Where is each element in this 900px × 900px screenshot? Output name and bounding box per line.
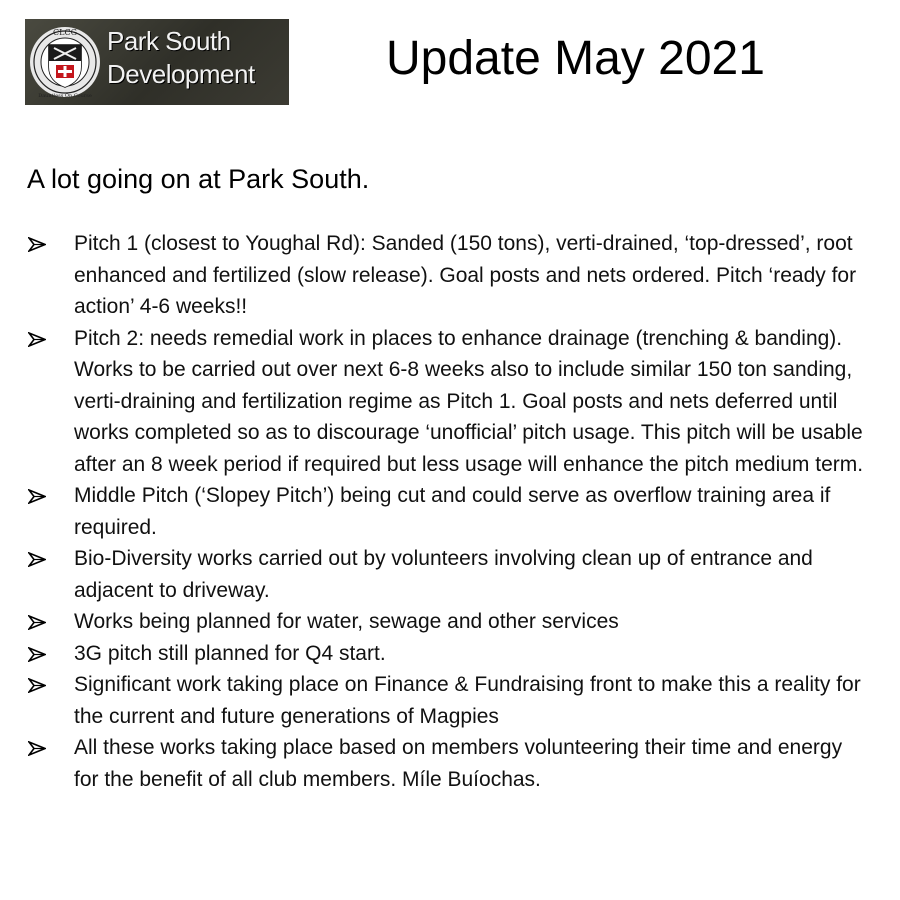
list-item: [28, 228, 868, 323]
list-item-text: Pitch 2: needs remedial work in places to enhance drainage (trenching & banding). Works to be carried out over next 6-8 weeks also to include similar 150 ton sanding, verti-draining and fertilization regime as Pitch 1. Goal posts and nets deferred until works completed so as to discourage ‘unofficial’ pitch usage. This pitch will be usable after an 8 week period if required but less usage will enhance the pitch medium term.: [74, 326, 864, 476]
arrow-bullet-icon: [28, 678, 46, 693]
list-item-text: Significant work taking place on Finance & Fundraising front to make this a reality for the current and future generations of Magpies: [74, 673, 861, 728]
arrow-bullet-icon: [28, 647, 46, 662]
list-item: [28, 323, 868, 481]
arrow-bullet-icon: [28, 237, 46, 252]
logo-line-1: Park South: [107, 26, 231, 56]
list-item-text: Works being planned for water, sewage and other services: [74, 610, 619, 633]
club-crest-icon: [29, 23, 101, 101]
list-item-text: Pitch 1 (closest to Youghal Rd): Sanded (150 tons), verti-drained, ‘top-dressed’, root enhanced and fertilized (slow release). Goal posts and nets ordered. Pitch ‘ready for action’ 4-6 weeks!!: [74, 232, 857, 318]
list-item: [28, 732, 868, 795]
arrow-bullet-icon: [28, 741, 46, 756]
arrow-bullet-icon: [28, 615, 46, 630]
list-item: [28, 606, 868, 638]
list-item-text: Bio-Diversity works carried out by volunteers involving clean up of entrance and adjacent to driveway.: [74, 547, 813, 602]
list-item: [28, 669, 868, 732]
update-list: [28, 228, 868, 795]
logo-line-2: Development: [107, 59, 255, 89]
arrow-bullet-icon: [28, 332, 46, 347]
list-item-text: Middle Pitch (‘Slopey Pitch’) being cut and could serve as overflow training area if required.: [74, 484, 831, 539]
arrow-bullet-icon: [28, 489, 46, 504]
list-item: [28, 543, 868, 606]
arrow-bullet-icon: [28, 552, 46, 567]
intro-text: A lot going on at Park South.: [27, 164, 370, 194]
crest-motto: Dauntless On Course: [38, 93, 92, 99]
page-title: Update May 2021: [386, 32, 765, 85]
club-logo: [25, 19, 289, 105]
list-item: [28, 638, 868, 670]
crest-text: CLCG: [53, 28, 77, 37]
list-item-text: 3G pitch still planned for Q4 start.: [74, 641, 386, 665]
logo-wordmark: [107, 25, 255, 91]
list-item: [28, 480, 868, 543]
list-item-text: All these works taking place based on members volunteering their time and energy for the benefit of all club members. Míle Buíochas.: [74, 736, 843, 791]
